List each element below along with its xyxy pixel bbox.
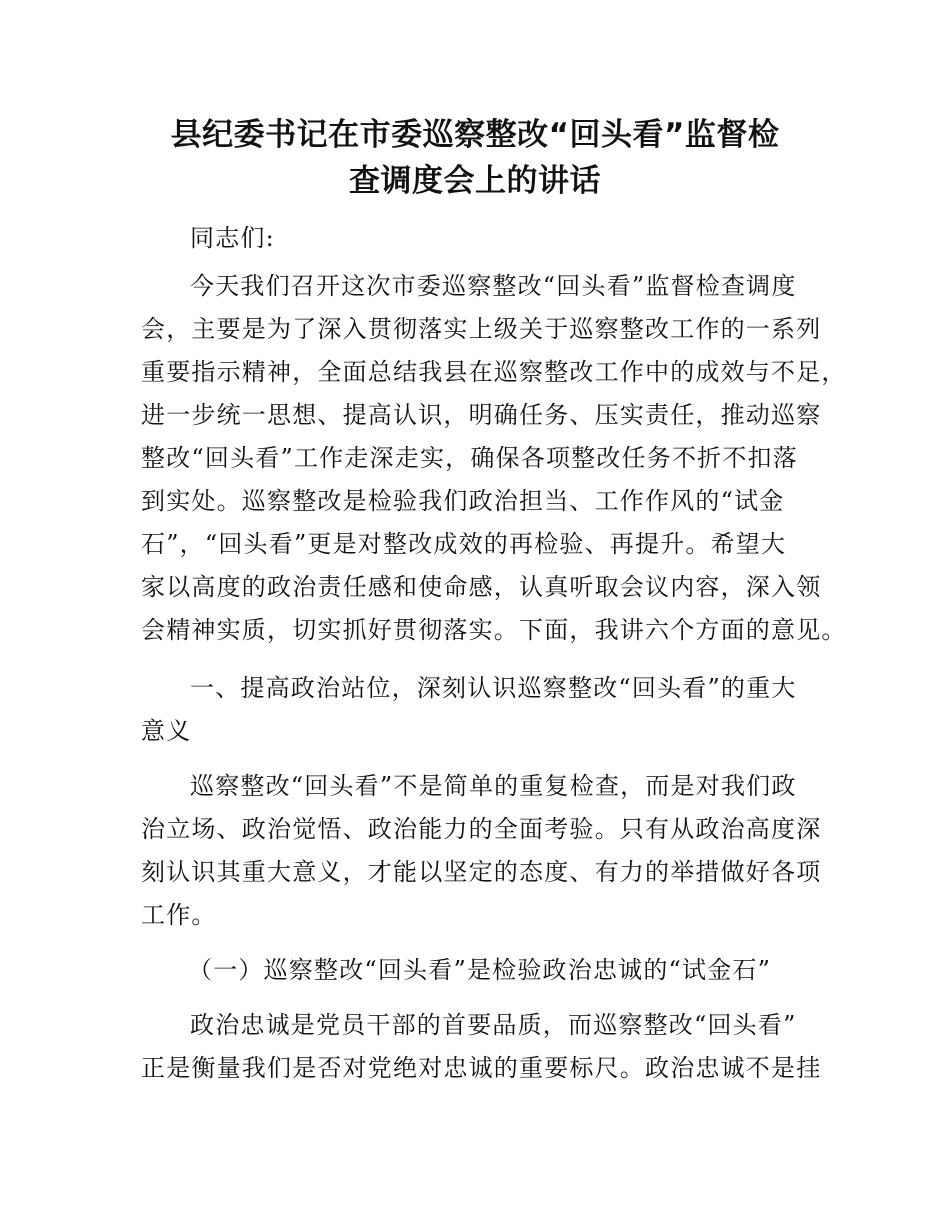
document-title-line-1: 县纪委书记在市委巡察整改“回头看”监督检	[170, 117, 780, 153]
salutation: 同志们:	[190, 224, 275, 252]
paragraph-line: 治立场、政治觉悟、政治能力的全面考验。只有从政治高度深	[141, 815, 822, 843]
paragraph-line: 工作。	[141, 901, 217, 929]
paragraph-line: 今天我们召开这次市委巡察整改“回头看”监督检查调度	[190, 272, 797, 300]
paragraph-line: 重要指示精神，全面总结我县在巡察整改工作中的成效与不足，	[141, 358, 847, 386]
paragraph-line: 会精神实质，切实抓好贯彻落实。下面，我讲六个方面的意见。	[141, 616, 847, 644]
paragraph-line: 整改“回头看”工作走深走实，确保各项整改任务不折不扣落	[141, 444, 798, 472]
heading-line: 一、提高政治站位，深刻认识巡察整改“回头看”的重大	[190, 674, 797, 702]
paragraph-line: 政治忠诚是党员干部的首要品质，而巡察整改“回头看”	[190, 1011, 797, 1039]
paragraph-line: 会，主要是为了深入贯彻落实上级关于巡察整改工作的一系列	[141, 315, 822, 343]
paragraph-line: 巡察整改“回头看”不是简单的重复检查，而是对我们政	[190, 772, 797, 800]
paragraph-line: 进一步统一思想、提高认识，明确任务、压实责任，推动巡察	[141, 401, 822, 429]
heading-line: 意义	[141, 717, 192, 745]
paragraph-line: 刻认识其重大意义，才能以坚定的态度、有力的举措做好各项	[141, 858, 822, 886]
paragraph-line: 到实处。巡察整改是检验我们政治担当、工作作风的“试金	[141, 487, 785, 515]
paragraph-line: 家以高度的政治责任感和使命感，认真听取会议内容，深入领	[141, 573, 822, 601]
document-title-line-2: 查调度会上的讲话	[349, 163, 601, 199]
subheading-1: （一）巡察整改“回头看”是检验政治忠诚的“试金石”	[188, 956, 772, 984]
paragraph-line: 石”，“回头看”更是对整改成效的再检验、再提升。希望大	[141, 530, 787, 558]
paragraph-line: 正是衡量我们是否对党绝对忠诚的重要标尺。政治忠诚不是挂	[141, 1054, 822, 1082]
